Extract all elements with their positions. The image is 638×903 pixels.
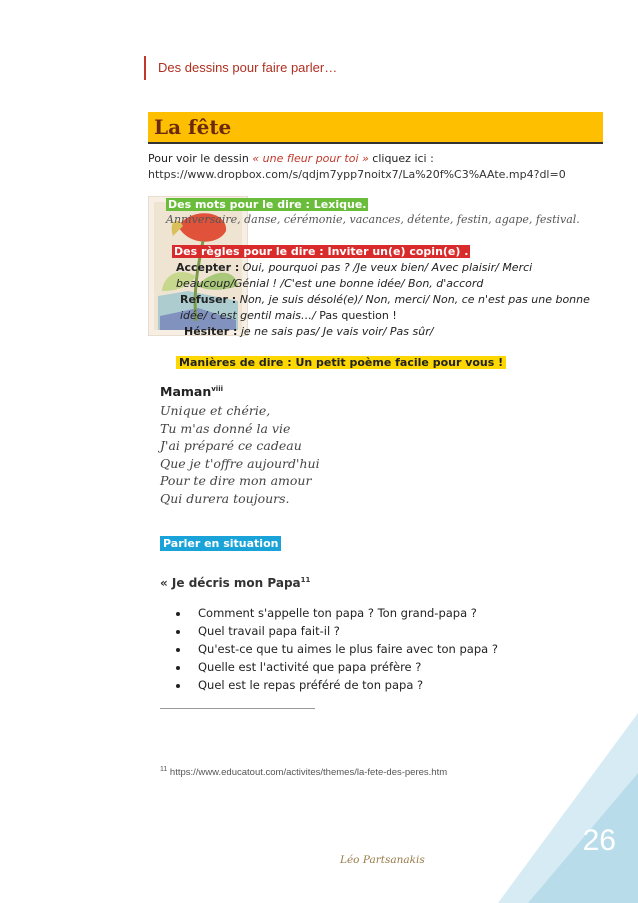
accepter-text: Oui, pourquoi pas ? /Je veux bien/ Avec plaisir/ Merci beaucoup/Génial ! /C'est une bonne idée/ Bon, d'accord <box>176 261 533 290</box>
situation-note: 11 <box>300 576 311 584</box>
section-title: La fête <box>154 115 232 139</box>
intro-paragraph <box>148 151 608 167</box>
poem-line: Que je t'offre aujourd'hui <box>160 455 320 471</box>
refuser-label: Refuser : <box>180 293 237 306</box>
hesiter-paragraph <box>184 324 433 340</box>
footnote <box>160 766 447 778</box>
poem-line: Tu m'as donné la vie <box>160 420 291 436</box>
poem-title-row <box>160 384 223 399</box>
accepter-paragraph <box>176 260 602 292</box>
drawing-title: « une fleur pour toi » <box>252 152 369 165</box>
list-item: • Quelle est l'activité que papa préfère ? <box>190 658 498 676</box>
footnote-number: 11 <box>160 766 168 773</box>
list-item: • Comment s'appelle ton papa ? Ton grand-papa ? <box>190 604 498 622</box>
dropbox-link[interactable]: https://www.dropbox.com/s/qdjm7ypp7noitx7/La%20f%C3%AAte.mp4?dl=0 <box>148 168 566 181</box>
intro-suffix: cliquez ici : <box>368 152 434 165</box>
refuser-tail: Pas question ! <box>315 309 397 322</box>
poem-line: Pour te dire mon amour <box>160 473 312 488</box>
lexique-words: Anniversaire, danse, cérémonie, vacances, détente, festin, agape, festival. <box>166 213 580 226</box>
corner-triangle-decoration <box>498 713 638 903</box>
question-list <box>172 604 498 694</box>
hesiter-label: Hésiter : <box>184 325 238 338</box>
refuser-paragraph <box>180 292 602 324</box>
manieres-heading: Manières de dire : Un petit poème facile pour vous ! <box>176 356 506 369</box>
regles-heading: Des règles pour le dire : Inviter un(e) copin(e) . <box>174 245 469 258</box>
regles-heading-row <box>172 244 470 260</box>
footnote-link[interactable]: https://www.educatout.com/activites/themes/la-fete-des-peres.htm <box>169 767 448 779</box>
header-accent-bar <box>144 56 146 80</box>
manieres-row <box>176 355 506 371</box>
poem-title: Maman <box>160 384 212 399</box>
poem-line: Qui durera toujours. <box>160 490 290 506</box>
poem-line: J'ai préparé ce cadeau <box>160 438 302 453</box>
author-footer: Léo Partsanakis <box>340 854 425 866</box>
footnote-separator <box>160 708 315 709</box>
situation-heading: Parler en situation <box>160 536 281 551</box>
lexique-heading: Des mots pour le dire : Lexique. <box>168 198 367 211</box>
list-item: • Qu'est-ce que tu aimes le plus faire avec ton papa ? <box>190 640 498 658</box>
section-title-band <box>148 112 603 144</box>
situation-subtitle-row <box>160 576 310 590</box>
situation-heading-row <box>160 536 281 552</box>
list-item: • Quel est le repas préféré de ton papa ? <box>190 676 498 694</box>
list-item: • Quel travail papa fait-il ? <box>190 622 498 640</box>
hesiter-text: je ne sais pas/ Je vais voir/ Pas sûr/ <box>240 325 434 338</box>
page-number: 26 <box>582 824 616 857</box>
intro-prefix: Pour voir le dessin <box>148 152 253 165</box>
running-header: Des dessins pour faire parler… <box>158 60 338 75</box>
situation-subtitle: « Je décris mon Papa <box>160 576 301 590</box>
accepter-label: Accepter : <box>176 261 240 274</box>
poem-note: viii <box>211 384 223 393</box>
poem-line: Unique et chérie, <box>160 403 271 418</box>
lexique-heading-row <box>166 197 368 213</box>
refuser-text: Non, je suis désolé(e)/ Non, merci/ Non, ce n'est pas une bonne idée/ c'est gentil mais…/ <box>180 293 590 322</box>
poem-body <box>160 402 320 507</box>
